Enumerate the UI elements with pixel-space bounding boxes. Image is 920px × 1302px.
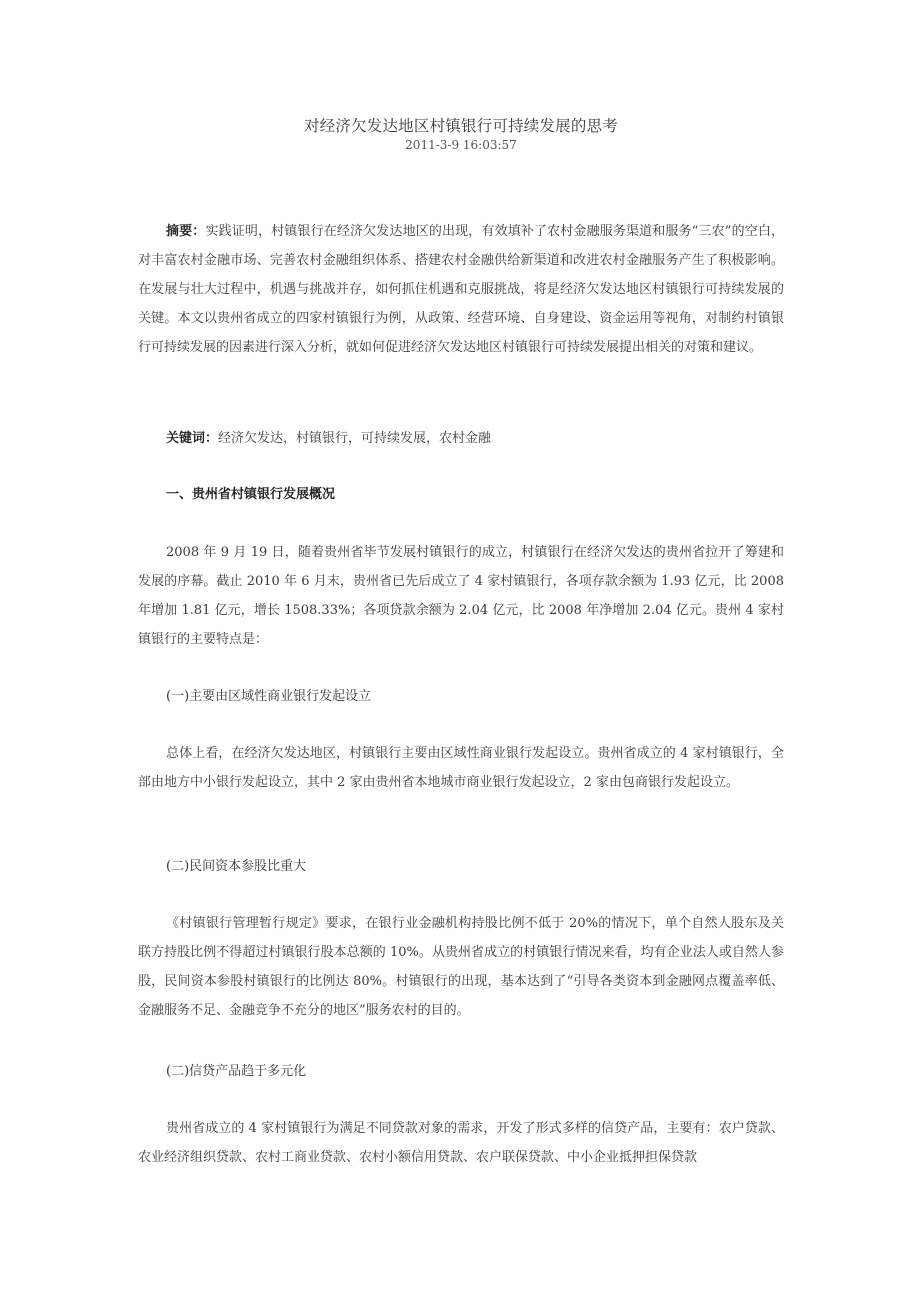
abstract-text: 实践证明，村镇银行在经济欠发达地区的出现，有效填补了农村金融服务渠道和服务“三农”的空白，对丰富农村金融市场、完善农村金融组织体系、搭建农村金融供给新渠道和改进农村金融服务产生了积极影响。在发展与壮大过程中，机遇与挑战并存，如何抓住机遇和克服挑战，将是经济欠发达地区村镇银行可持续发展的关键。本文以贵州省成立的四家村镇银行为例，从政策、经营环境、自身建设、资金运用等视角，对制约村镇银行可持续发展的因素进行深入分析，就如何促进经济欠发达地区村镇银行可持续发展提出相关的对策和建议。 xyxy=(138,224,784,355)
abstract-label: 摘要： xyxy=(166,224,206,239)
section-heading-4: (二)信贷产品趋于多元化 xyxy=(166,1064,307,1079)
keywords-label: 关键词： xyxy=(166,431,219,446)
section-heading-2: (一)主要由区域性商业银行发起设立 xyxy=(166,689,372,704)
section-paragraph-4: 贵州省成立的 4 家村镇银行为满足不同贷款对象的需求，开发了形式多样的信贷产品，主要有：农户贷款、农业经济组织贷款、农村工商业贷款、农村小额信用贷款、农户联保贷款、中小企业抵押担保贷款 xyxy=(138,1121,784,1165)
section-paragraph-2: 总体上看，在经济欠发达地区，村镇银行主要由区域性商业银行发起设立。贵州省成立的 4 家村镇银行，全部由地方中小银行发起设立，其中 2 家由贵州省本地城市商业银行发起设立，2 家由包商银行发起设立。 xyxy=(138,746,784,790)
keywords-text: 经济欠发达，村镇银行，可持续发展，农村金融 xyxy=(218,431,492,446)
section-paragraph-3: 《村镇银行管理暂行规定》要求，在银行业金融机构持股比例不低于 20%的情况下，单个自然人股东及关联方持股比例不得超过村镇银行股本总额的 10%。从贵州省成立的村镇银行情况来看，均有企业法人或自然人参股，民间资本参股村镇银行的比例达 80%。村镇银行的出现，基本达到了“引导各类资本到金融网点覆盖率低、金融服务不足、金融竞争不充分的地区”服务农村的目的。 xyxy=(138,916,784,1018)
document-title: 对经济欠发达地区村镇银行可持续发展的思考 xyxy=(303,117,618,135)
keywords-paragraph xyxy=(138,424,784,453)
section-paragraph-1: 2008 年 9 月 19 日，随着贵州省毕节发展村镇银行的成立，村镇银行在经济欠发达的贵州省拉开了筹建和发展的序幕。截止 2010 年 6 月末，贵州省已先后成立了 4 家村镇银行，各项存款余额为 1.93 亿元，比 2008 年增加 1.81 亿元，增长 1508.33%；各项贷款余额为 2.04 亿元，比 2008 年净增加 2.04 亿元。贵州 4 家村镇银行的主要特点是： xyxy=(138,545,784,647)
section-heading-3: (二)民间资本参股比重大 xyxy=(166,859,307,874)
section-heading-1: 一、贵州省村镇银行发展概况 xyxy=(166,487,336,502)
document-date: 2011-3-9 16:03:57 xyxy=(405,138,517,152)
abstract-paragraph xyxy=(138,217,784,362)
